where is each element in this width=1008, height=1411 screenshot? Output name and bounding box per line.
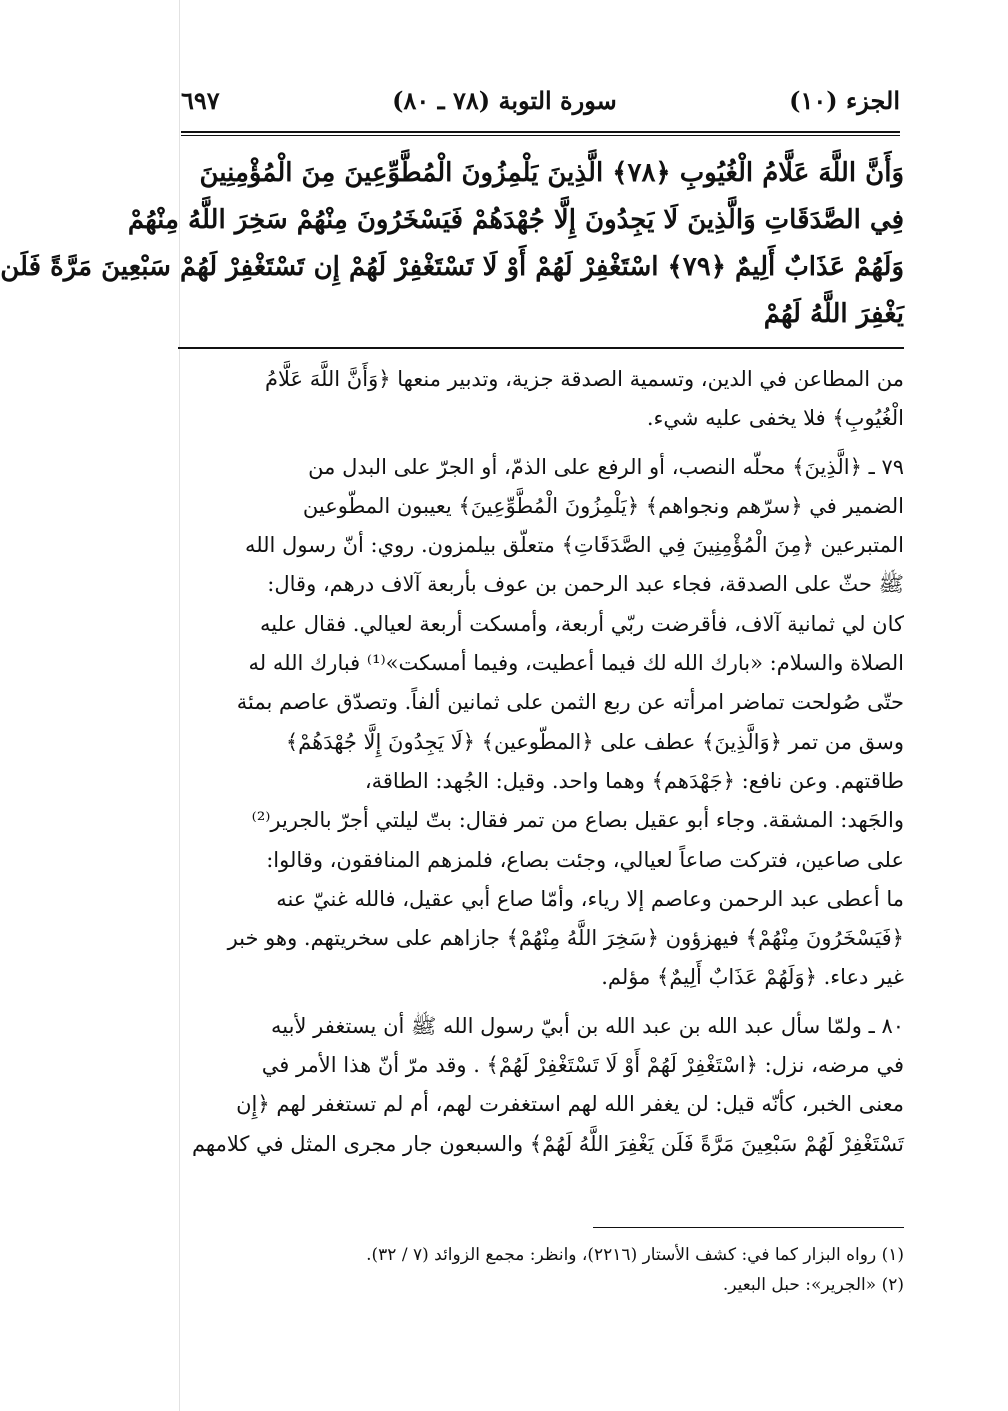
tafsir-line: الضمير في ﴿سرّهم ونجواهم﴾ ﴿يَلْمِزُونَ الْمُطَّوِّعِينَ﴾ يعيبون المطّوعين [302, 493, 904, 518]
page-header [181, 74, 900, 126]
footnote: (١) رواه البزار كما في: كشف الأستار (٢٢١٦)، وانظر: مجمع الزوائد (٧ / ٣٢). [366, 1245, 904, 1265]
tafsir-line: في مرضه، نزل: ﴿اسْتَغْفِرْ لَهُمْ أَوْ لَا تَسْتَغْفِرْ لَهُمْ﴾ . وقد مرّ أنّ هذا الأمر في [261, 1053, 904, 1078]
tafsir-line: حتّى صُولحت تماضر امرأته عن ربع الثمن على ثمانين ألفاً. وتصدّق عاصم بمئة [236, 690, 904, 715]
header-rule-thin [181, 135, 900, 136]
tafsir-line: المتبرعين ﴿مِنَ الْمُؤْمِنِينَ فِي الصَّدَقَاتِ﴾ متعلّق بيلمزون. روي: أنّ رسول الله [244, 533, 904, 558]
quran-line: فِي الصَّدَقَاتِ وَالَّذِينَ لَا يَجِدُونَ إِلَّا جُهْدَهُمْ فَيَسْخَرُونَ مِنْهُمْ سَخِرَ اللَّهُ مِنْهُمْ [127, 205, 904, 235]
footnote: (٢) «الجرير»: حبل البعير. [722, 1275, 904, 1295]
tafsir-line: وسق من تمر ﴿وَالَّذِينَ﴾ عطف على ﴿المطّوعين﴾ ﴿لَا يَجِدُونَ إِلَّا جُهْدَهُمْ﴾ [285, 729, 904, 754]
tafsir-line: ما أعطى عبد الرحمن وعاصم إلا رياء، وأمّا صاع أبي عقيل، فالله غنيّ عنه [276, 886, 904, 911]
tafsir-text-block [173, 360, 904, 1173]
tafsir-paragraph [173, 1007, 904, 1164]
header-rule [181, 131, 900, 133]
quran-line: وَلَهُمْ عَذَابٌ أَلِيمٌ ﴿٧٩﴾ اسْتَغْفِرْ لَهُمْ أَوْ لَا تَسْتَغْفِرْ لَهُمْ إِن تَسْتَغْفِرْ لَهُمْ سَبْعِينَ مَرَّةً فَلَن [0, 252, 904, 282]
tafsir-line: والجَهد: المشقة. وجاء أبو عقيل بصاع من تمر فقال: بتّ ليلتي أجرّ بالجرير⁽²⁾ [251, 808, 904, 833]
quran-line: وَأَنَّ اللَّهَ عَلَّامُ الْغُيُوبِ ﴿٧٨﴾ الَّذِينَ يَلْمِزُونَ الْمُطَّوِّعِينَ مِنَ الْمُؤْمِنِينَ [199, 158, 904, 188]
tafsir-paragraph [173, 448, 904, 998]
part-label: الجزء (١٠) [789, 85, 900, 115]
tafsir-line: كان لي ثمانية آلاف، فأقرضت ربّي أربعة، وأمسكت أربعة لعيالي. فقال عليه [260, 611, 904, 636]
tafsir-line: على صاعين، فتركت صاعاً لعيالي، وجئت بصاع، فلمزهم المنافقون، وقالوا: [266, 847, 904, 872]
surah-title: سورة التوبة (٧٨ ـ ٨٠) [392, 85, 617, 115]
tafsir-line: تَسْتَغْفِرْ لَهُمْ سَبْعِينَ مَرَّةً فَلَن يَغْفِرَ اللَّهُ لَهُمْ﴾ والسبعون جار مجرى المثل في كلامهم [191, 1131, 904, 1156]
tafsir-paragraph [173, 360, 904, 439]
tafsir-line: ﴿فَيَسْخَرُونَ مِنْهُمْ﴾ فيهزؤون ﴿سَخِرَ اللَّهُ مِنْهُمْ﴾ جازاهم على سخريتهم. وهو خبر [227, 926, 904, 951]
tafsir-line: ٧٩ ـ ﴿الَّذِينَ﴾ محلّه النصب، أو الرفع على الذمّ، أو الجرّ على البدل من [308, 454, 904, 479]
section-divider [178, 347, 904, 349]
tafsir-line: الْغُيُوبِ﴾ فلا يخفى عليه شيء. [646, 406, 904, 431]
page-number: ٦٩٧ [181, 85, 220, 115]
quran-line: يَغْفِرَ اللَّهُ لَهُمْ [763, 299, 904, 329]
tafsir-line: ٨٠ ـ ولمّا سأل عبد الله بن عبد الله بن أبيّ رسول الله ﷺ أن يستغفر لأبيه [271, 1013, 904, 1038]
tafsir-line: طاقتهم. وعن نافع: ﴿جَهْدَهم﴾ وهما واحد. وقيل: الجُهد: الطاقة، [364, 768, 904, 793]
footnotes [173, 1240, 904, 1300]
tafsir-line: من المطاعن في الدين، وتسمية الصدقة جزية، وتدبير منعها ﴿وَأَنَّ اللَّهَ عَلَّامُ [264, 367, 904, 391]
footnote-divider [593, 1227, 904, 1228]
quran-text-block [0, 150, 904, 338]
tafsir-line: الصلاة والسلام: «بارك الله لك فيما أعطيت، وفيما أمسكت»⁽¹⁾ فبارك الله له [248, 651, 904, 676]
tafsir-line: ﷺ حثّ على الصدقة، فجاء عبد الرحمن بن عوف بأربعة آلاف درهم، وقال: [267, 572, 904, 597]
tafsir-line: معنى الخبر، كأنّه قيل: لن يغفر الله لهم استغفرت لهم، أم لم تستغفر لهم ﴿إِن [236, 1092, 904, 1117]
tafsir-line: غير دعاء. ﴿وَلَهُمْ عَذَابٌ أَلِيمٌ﴾ مؤلم. [601, 965, 904, 990]
